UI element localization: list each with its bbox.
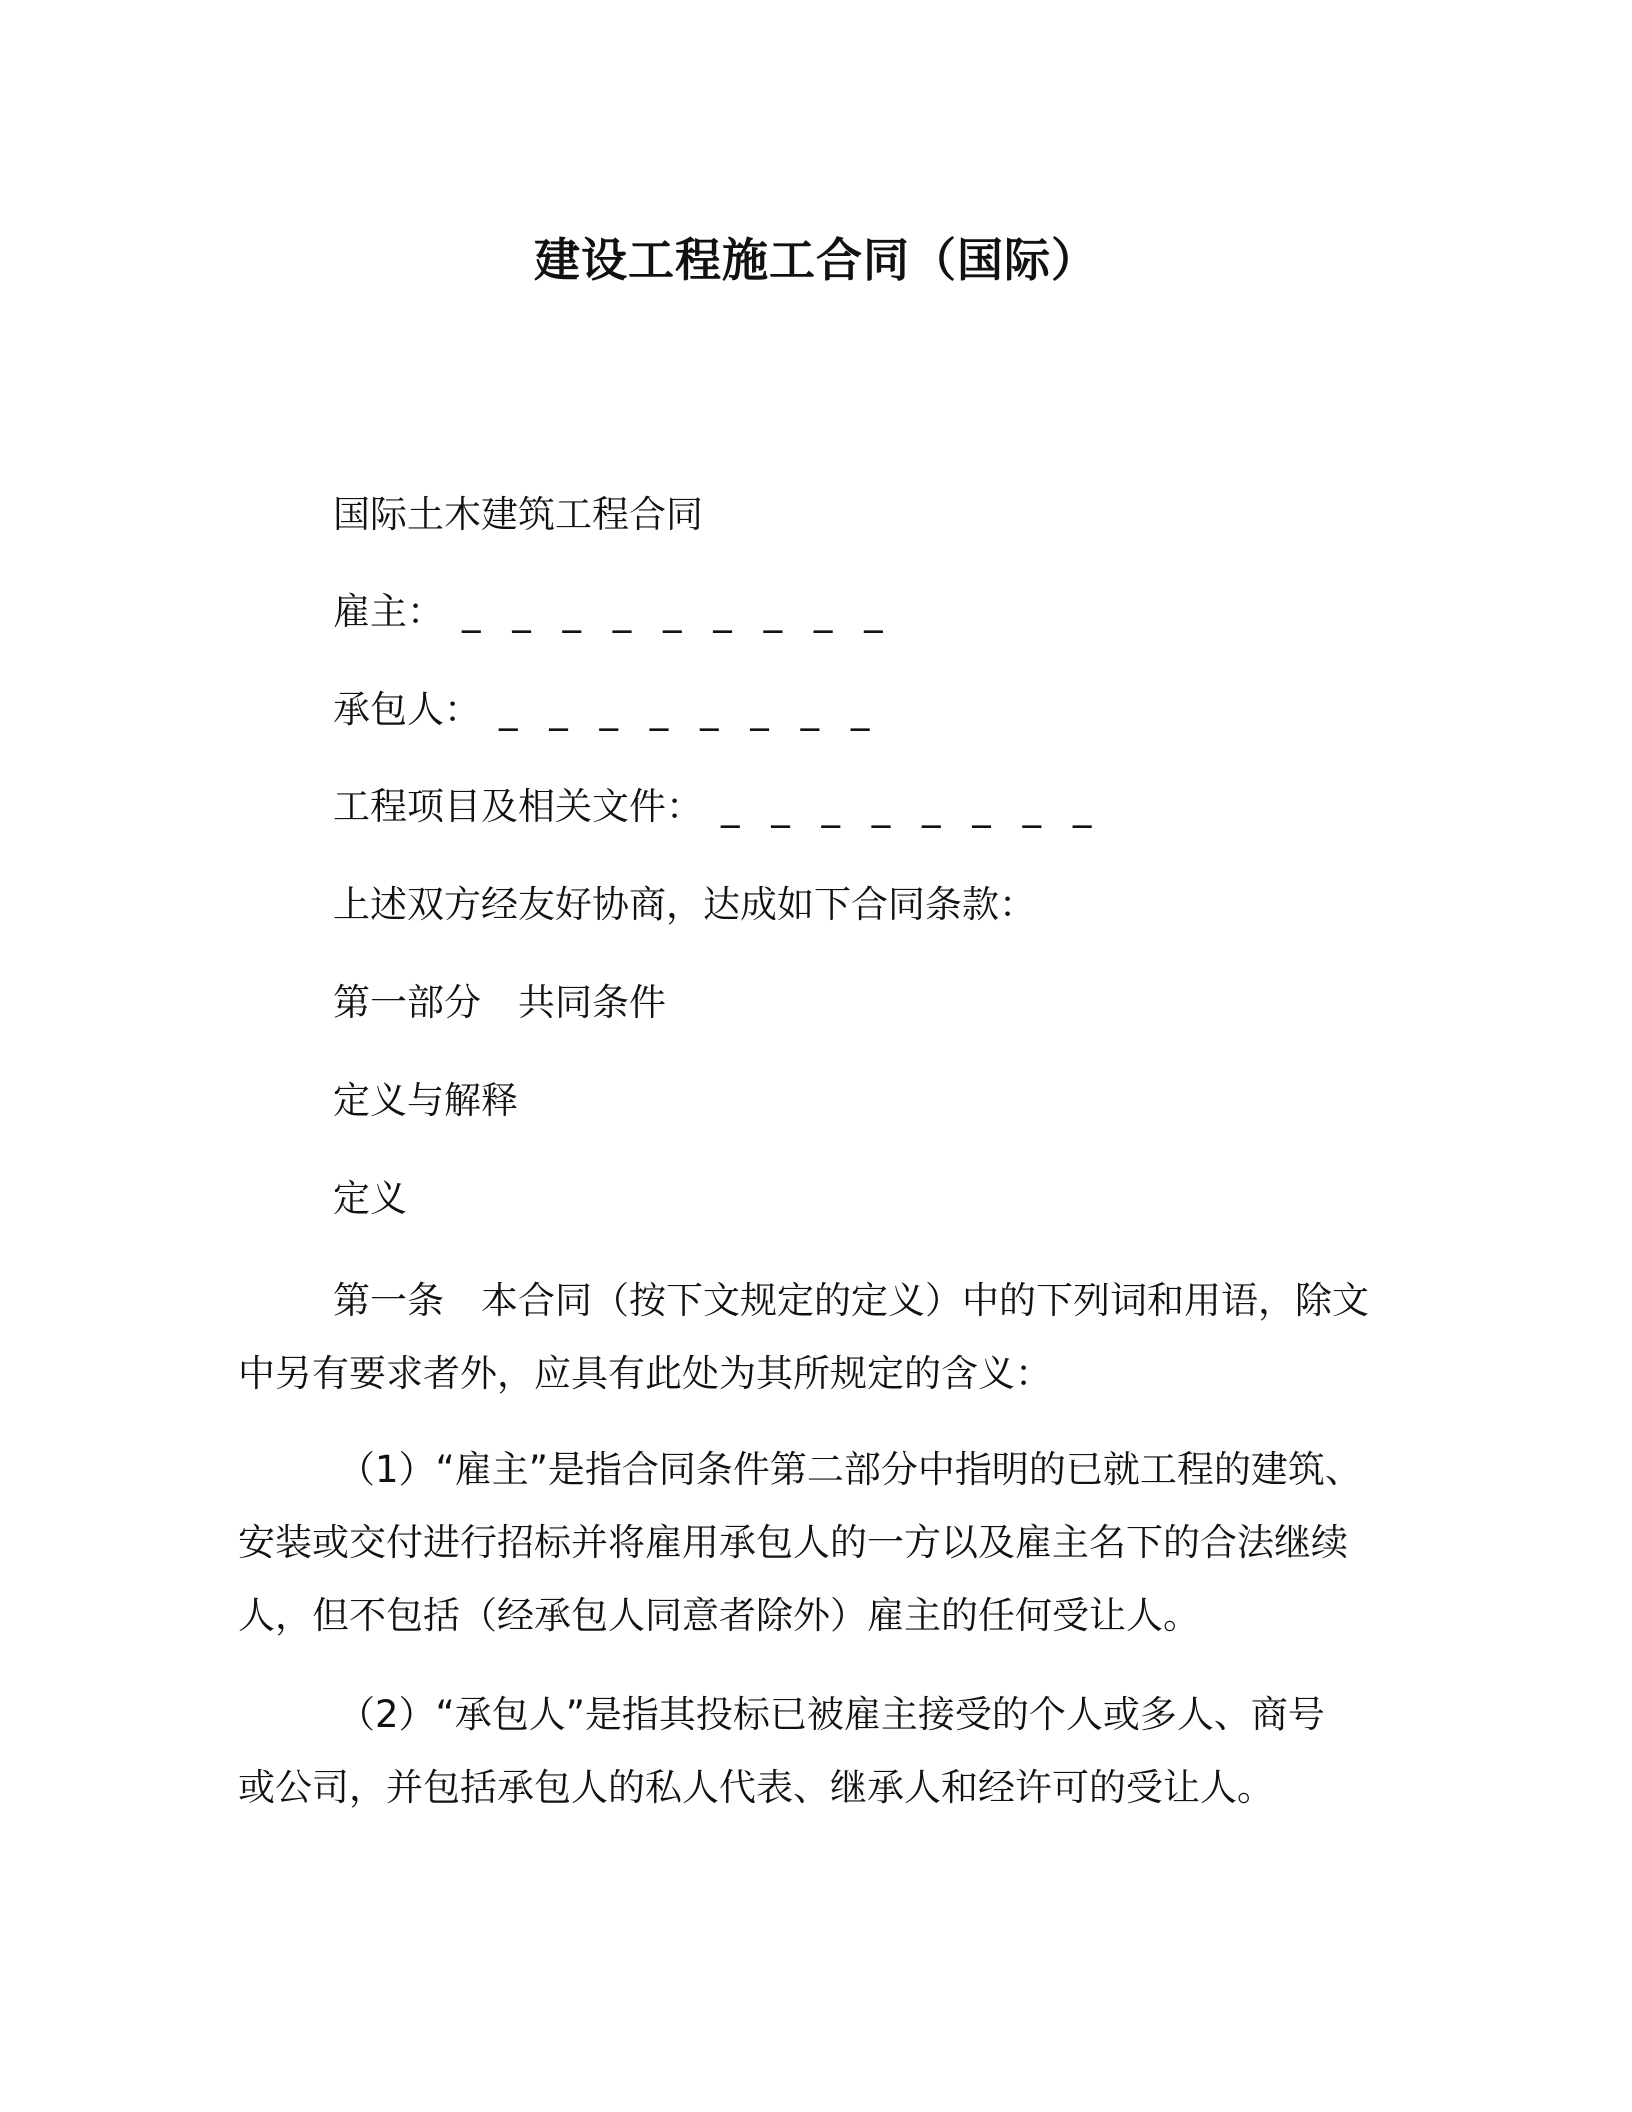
item-2-line-2: 或公司，并包括承包人的私人代表、继承人和经许可的受让人。 bbox=[238, 1766, 1274, 1809]
contractor-label: 承包人： bbox=[333, 688, 481, 731]
agreement-line: 上述双方经友好协商，达成如下合同条款： bbox=[333, 883, 1036, 926]
item-1-line-1: （1）“雇主”是指合同条件第二部分中指明的已就工程的建筑、 bbox=[338, 1448, 1362, 1491]
article-1-line-1: 第一条 本合同（按下文规定的定义）中的下列词和用语，除文 bbox=[333, 1279, 1369, 1322]
item-1-line-2: 安装或交付进行招标并将雇用承包人的一方以及雇主名下的合法继续 bbox=[238, 1521, 1348, 1564]
item-1 bbox=[238, 1433, 1388, 1652]
project-label: 工程项目及相关文件： bbox=[333, 785, 703, 828]
subtitle: 国际土木建筑工程合同 bbox=[333, 493, 703, 536]
subsection-heading: 定义 bbox=[333, 1177, 407, 1220]
section-heading: 定义与解释 bbox=[333, 1079, 518, 1122]
contractor-line bbox=[333, 685, 879, 735]
project-line bbox=[333, 782, 1101, 832]
item-2 bbox=[238, 1678, 1388, 1824]
article-1 bbox=[238, 1264, 1388, 1410]
contractor-blank: _ _ _ _ _ _ _ _ bbox=[499, 688, 880, 731]
employer-blank: _ _ _ _ _ _ _ _ _ bbox=[462, 590, 893, 633]
item-2-line-1: （2）“承包人”是指其投标已被雇主接受的个人或多人、商号 bbox=[338, 1693, 1325, 1736]
document-title: 建设工程施工合同（国际） bbox=[534, 233, 1098, 287]
project-blank: _ _ _ _ _ _ _ _ bbox=[721, 785, 1102, 828]
item-1-line-3: 人，但不包括（经承包人同意者除外）雇主的任何受让人。 bbox=[238, 1594, 1200, 1637]
employer-line bbox=[333, 587, 893, 637]
employer-label: 雇主： bbox=[333, 590, 444, 633]
article-1-line-2: 中另有要求者外，应具有此处为其所规定的含义： bbox=[238, 1352, 1052, 1395]
part-one-heading: 第一部分 共同条件 bbox=[333, 981, 666, 1024]
